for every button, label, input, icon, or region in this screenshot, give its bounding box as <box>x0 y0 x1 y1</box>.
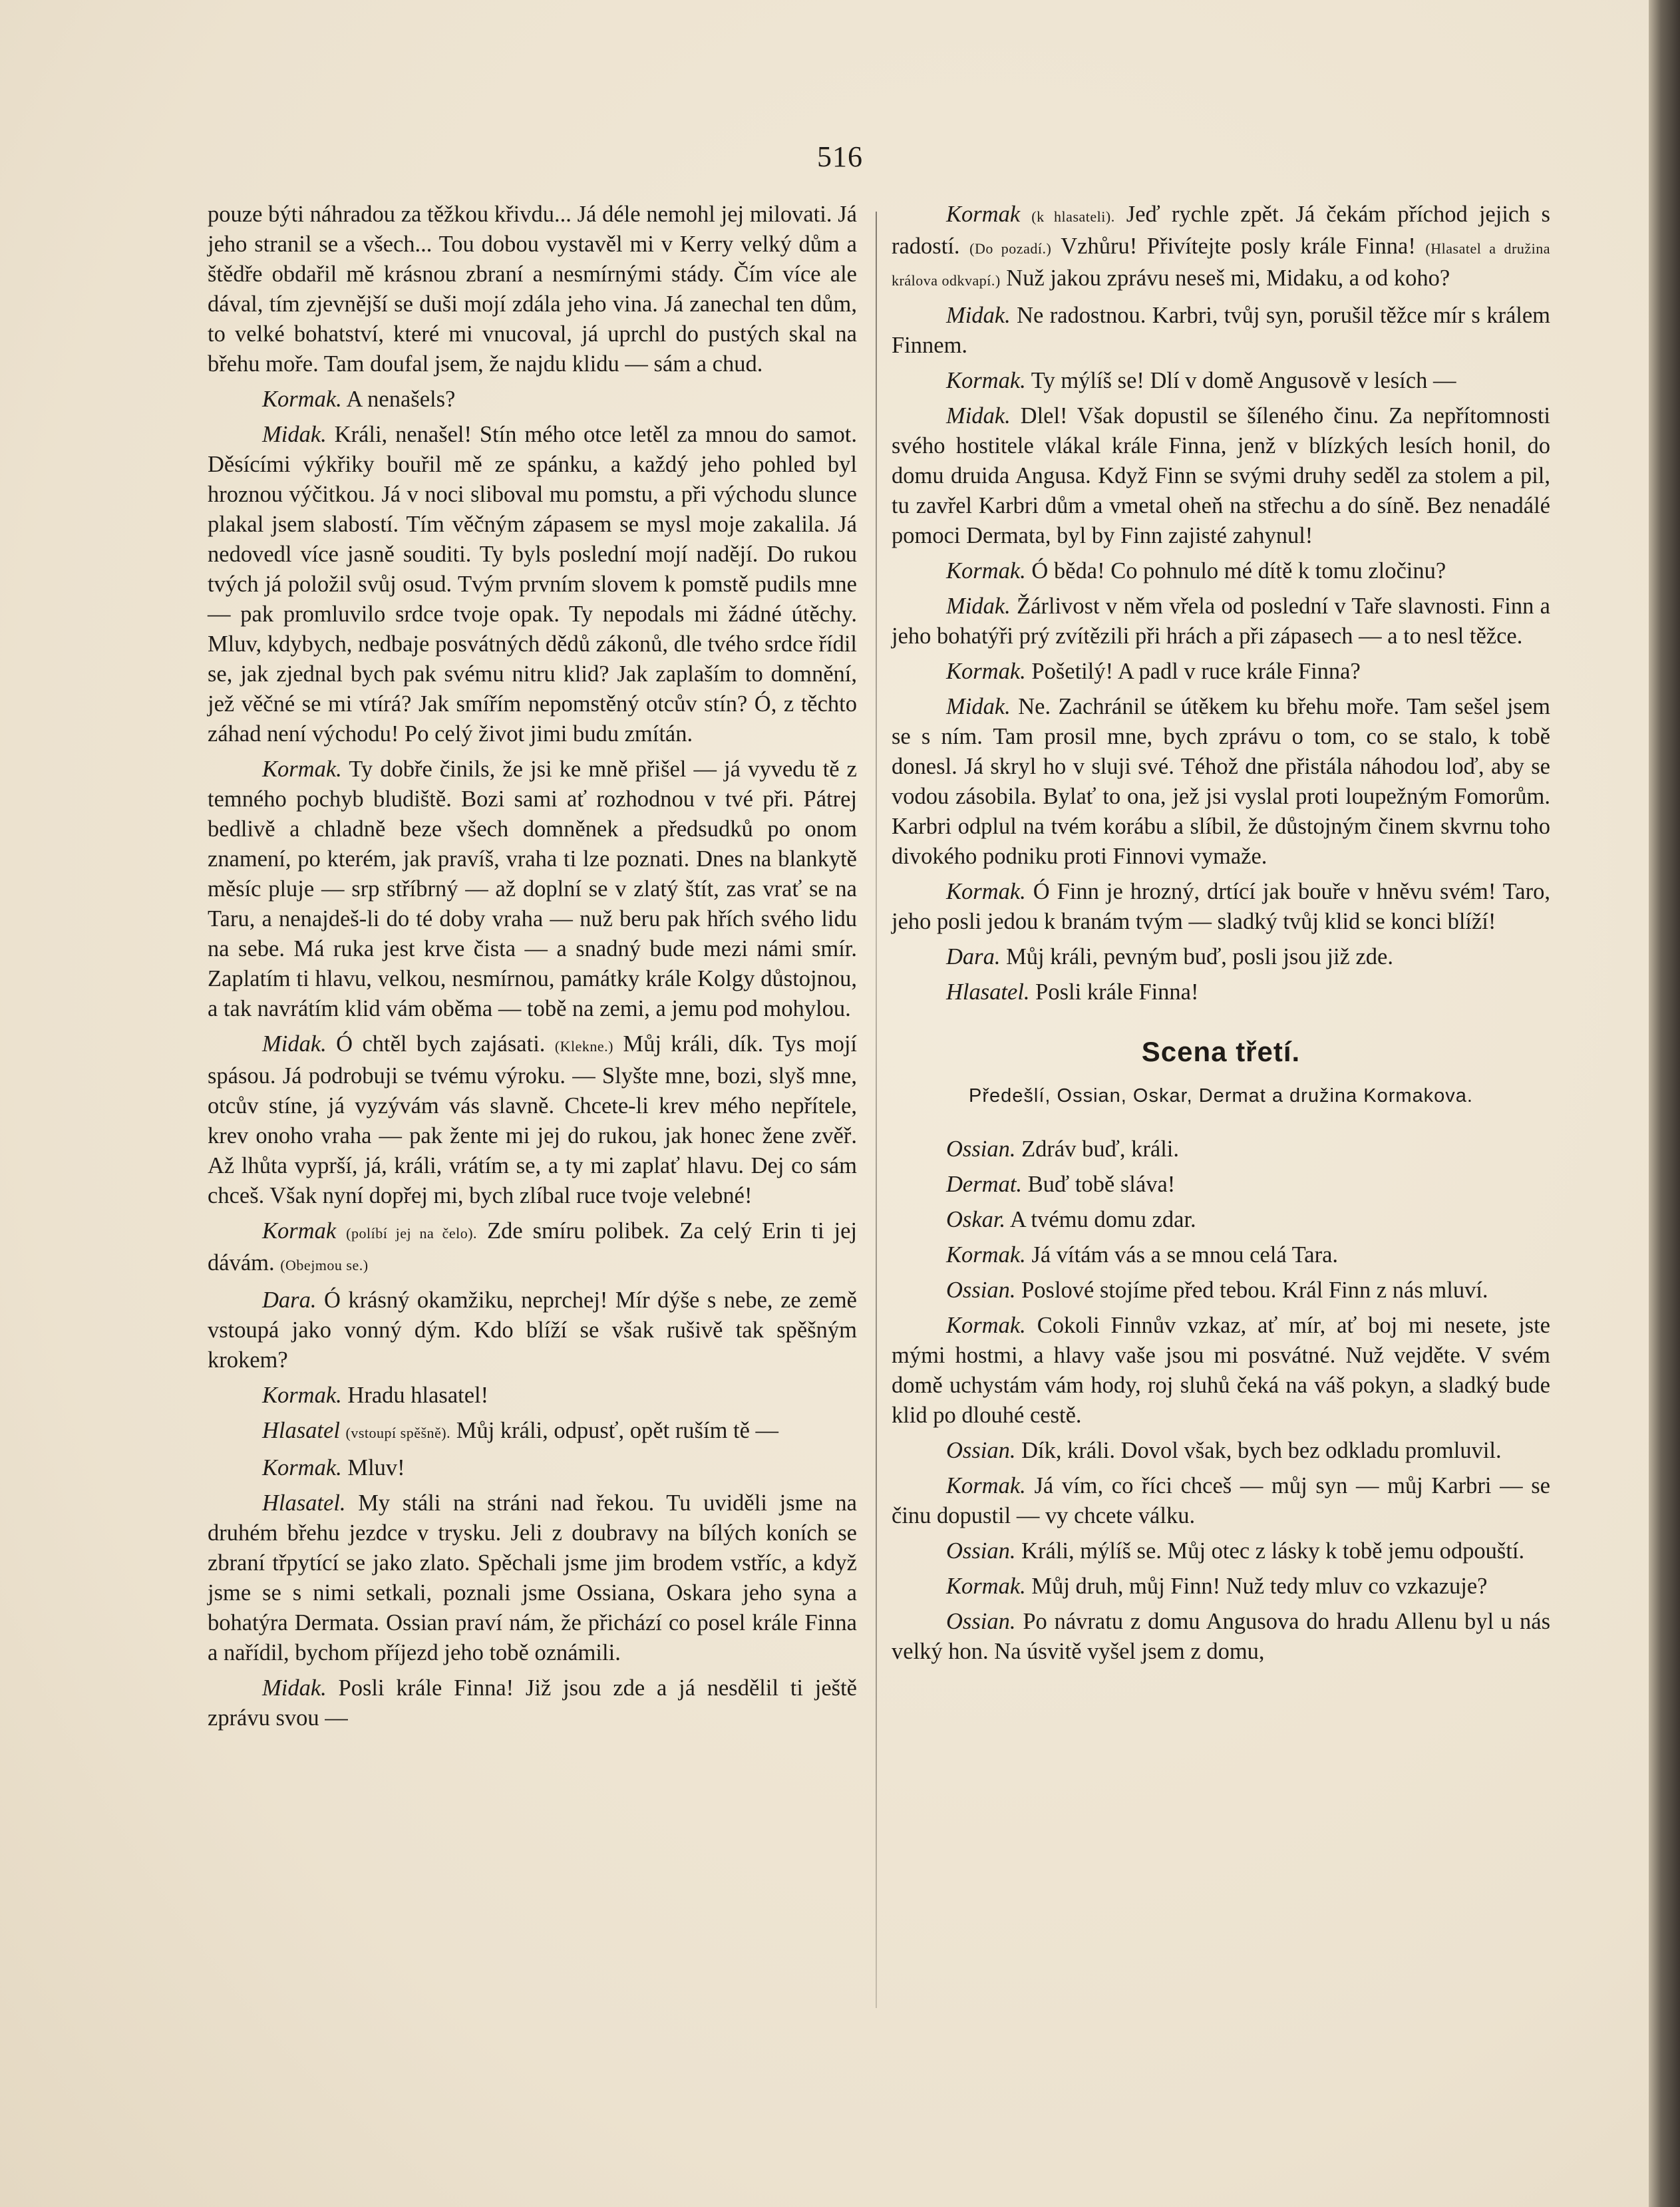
speaker-name: Ossian. <box>946 1136 1016 1162</box>
speech-text: Dík, králi. Dovol však, bych bez odkladu promluvil. <box>1015 1438 1502 1463</box>
speaker-name: Dermat. <box>946 1172 1023 1197</box>
speech-text: Ne. Zachránil se útěkem ku břehu moře. Tam sešel jsem se s ním. Tam prosil mne, bych zprávu o tom, co se stalo, k tobě donesl. Já skryl ho v sluji své. Téhož dne přistála náhodou loď, aby se vodou zásobila. Bylať to ona, jež jsi vyslal proti loupežným Fomorům. Karbri odplul na tvém korábu a slíbil, že důstojným činem skvrnu toho divokého podniku proti Finnovi vymaže. <box>892 694 1550 869</box>
left-column <box>208 200 857 1739</box>
speech-paragraph <box>892 1170 1550 1200</box>
scene-cast-list: Předešlí, Ossian, Oskar, Dermat a družina Kormakova. <box>969 1085 1473 1106</box>
speech-text: Posli krále Finna! Již jsou zde a já nesdělil ti ještě zprávu svou — <box>208 1675 857 1731</box>
speaker-name: Midak. <box>946 403 1011 428</box>
speech-paragraph <box>892 1536 1550 1566</box>
speech-text: Vzhůru! Přivítejte posly krále Finna! <box>1051 234 1426 259</box>
speech-paragraph <box>892 1205 1550 1235</box>
speech-paragraph <box>892 592 1550 651</box>
speech-text: Ó krásný okamžiku, neprchej! Mír dýše s nebe, ze země vstoupá jako vonný dým. Kdo blíží se však rušivě tak spěšným krokem? <box>208 1287 857 1373</box>
speech-text <box>336 1218 346 1244</box>
speech-text <box>1020 202 1031 227</box>
speech-text: Pošetilý! A padl v ruce krále Finna? <box>1025 659 1361 684</box>
speech-text: A tvému domu zdar. <box>1005 1207 1196 1232</box>
page-number: 516 <box>817 140 863 173</box>
speaker-name: Midak. <box>262 1675 327 1701</box>
speech-text: A nenašels? <box>341 387 456 412</box>
speaker-name: Midak. <box>262 422 327 447</box>
speech-text: Ty dobře činils, že jsi ke mně přišel — já vyvedu tě z temného pochyb bludiště. Bozi sami ať rozhodnou v tvé při. Pátrej bedlivě a chladně beze všech domněnek a předsudků po onom znamení, po kterém, jak pravíš, vraha ti lze poznati. Dnes na blankytě měsíc pluje — srp stříbrný — až doplní se v zlatý štít, zas vrať se na Taru, a nenajdeš-li do té doby vraha — nuž beru pak hřích svého lidu na sebe. Má ruka jest krve čista — a snadný bude mezi námi smír. Zaplatím ti hlavu, velkou, nesmírnou, památky krále Kolgy důstojnou, a tak navrátím klid vám oběma — tobě na zemi, a jemu pod mohylou. <box>208 757 857 1021</box>
stage-direction: (Obejmou se.) <box>280 1257 369 1273</box>
stage-direction: (Do pozadí.) <box>969 240 1052 257</box>
speaker-name: Midak. <box>946 594 1011 619</box>
speech-text: Dlel! Však dopustil se šíleného činu. Za nepřítomnosti svého hostitele vlákal krále Finna, jenž v blízkých lesích honil, do domu druida Angusa. Když Finn se svými druhy seděl za stolem a pil, tu zavřel Karbri dům a vmetal oheň na střechu a do síně. Bez nenadálé pomoci Dermata, byl by Finn zajisté zahynul! <box>892 403 1550 548</box>
speaker-name: Ossian. <box>946 1277 1016 1303</box>
speaker-name: Kormak. <box>262 1455 342 1480</box>
speech-text: Ó Finn je hrozný, drtící jak bouře v hněvu svém! Taro, jeho posli jedou k branám tvým — sladký tvůj klid se konci blíží! <box>892 879 1550 934</box>
speaker-name: Kormak. <box>946 368 1026 393</box>
stage-direction: (k hlasateli). <box>1031 208 1115 225</box>
page-edge-shadow <box>1649 0 1680 2207</box>
speech-paragraph <box>892 200 1550 295</box>
speech-text: Zde smíru polibek. Za celý Erin ti jej dávám. <box>208 1218 857 1275</box>
speech-paragraph <box>208 1029 857 1211</box>
speech-paragraph <box>208 1453 857 1483</box>
speaker-name: Kormak. <box>262 1383 342 1408</box>
speaker-name: Ossian. <box>946 1538 1016 1564</box>
speech-paragraph <box>892 1240 1550 1270</box>
speech-text: Cokoli Finnův vzkaz, ať mír, ať boj mi nesete, jste mými hostmi, a hlavy vaše jsou mi posvátné. Nuž vejděte. V svém domě uchystám vám hody, roj sluhů čeká na váš pokyn, a sladký bude klid po dlouhé cestě. <box>892 1313 1550 1428</box>
speech-paragraph <box>892 877 1550 937</box>
speech-text: Buď tobě sláva! <box>1022 1172 1176 1197</box>
speech-text: Mluv! <box>341 1455 405 1480</box>
speaker-name: Dara. <box>946 944 1001 969</box>
speech-paragraph <box>892 1572 1550 1602</box>
stage-direction: (vstoupí spěšně). <box>345 1425 451 1441</box>
speech-text: My stáli na stráni nad řekou. Tu uviděli jsme na druhém břehu jezdce v trysku. Jeli z doubravy na bílých koních se zbraní třpytící se jako zlato. Spěchali jsme jim brodem vstříc, a když jsme se s nimi setkali, poznali jsme Ossiana, Oskara jeho syna a bohatýra Dermata. Ossian praví nám, že přichází co posel krále Finna a nařídil, bychom příjezd jeho tobě oznámili. <box>208 1490 857 1665</box>
speech-paragraph <box>892 692 1550 872</box>
speaker-name: Kormak. <box>946 1242 1026 1268</box>
speech-paragraph <box>208 1416 857 1448</box>
paragraph: pouze býti náhradou za těžkou křivdu... Já déle nemohl jej milovati. Já jeho stranil se a všech... Tou dobou vystavěl mi v Kerry velký dům a štědře obdařil mě krásnou zbraní a nesmírnými stády. Čím více ale dával, tím zjevnější se duši mojí zdála jeho vina. Já zanechal ten dům, to velké bohatství, které mi vnucoval, já uprchl do pustých skal na břehu moře. Tam doufal jsem, že najdu klidu — sám a chud. <box>208 202 857 377</box>
speech-text: Můj králi, odpusť, opět ruším tě — <box>450 1418 779 1443</box>
speaker-name: Hlasatel. <box>946 979 1030 1005</box>
speech-text: Hradu hlasatel! <box>341 1383 489 1408</box>
speech-text: Můj králi, pevným buď, posli jsou již zde. <box>1000 944 1393 969</box>
speaker-name: Midak. <box>946 694 1011 719</box>
speech-paragraph <box>892 1134 1550 1164</box>
speaker-name: Oskar. <box>946 1207 1006 1232</box>
speech-text: Ó chtěl bych zajásati. <box>326 1031 555 1057</box>
speech-paragraph <box>208 1488 857 1668</box>
speech-text: Ó běda! Co pohnulo mé dítě k tomu zločinu? <box>1025 558 1446 584</box>
speech-text: Můj druh, můj Finn! Nuž tedy mluv co vzkazuje? <box>1025 1574 1488 1599</box>
speech-paragraph <box>208 1673 857 1733</box>
speaker-name: Ossian. <box>946 1438 1016 1463</box>
speech-paragraph <box>208 1381 857 1411</box>
speaker-name: Kormak. <box>946 659 1026 684</box>
speech-text: Po návratu z domu Angusova do hradu Allenu byl u nás velký hon. Na úsvitě vyšel jsem z domu, <box>892 1609 1550 1664</box>
speech-text: Králi, nenašel! Stín mého otce letěl za mnou do samot. Děsícími výkřiky bouřil mě ze spánku, a každý jeho pohled byl hroznou výčitkou. Já v noci sliboval mu pomstu, a při východu slunce plakal jsem slabostí. Tím věčným zápasem se mysl moje zakalila. Já nedovedl více jasně souditi. Ty byls poslední mojí nadějí. Do rukou tvých já položil svůj osud. Tvým prvním slovem k pomstě pudils mne — pak promluvilo srdce tvoje opak. Ty nepodals mi žádné útěchy. Mluv, kdybych, nedbaje posvátných dědů zákonů, dle tvého srdce řídil se, jak zjednal bych pak svému nitru klid? Jak zaplaším to domnění, jež věčné se mi vtírá? Jak smířím nepomstěný otcův stín? Ó, z těchto záhad není východu! Po celý život jimi budu zmítán. <box>208 422 857 747</box>
stage-direction: (Hlasatel a družina králova odkvapí.) <box>892 240 1550 289</box>
speech-text: Králi, mýlíš se. Můj otec z lásky k tobě jemu odpouští. <box>1015 1538 1525 1564</box>
stage-direction: (Klekne.) <box>554 1038 613 1055</box>
speech-paragraph <box>208 1216 857 1280</box>
speech-paragraph <box>208 385 857 415</box>
speech-paragraph <box>892 657 1550 687</box>
speaker-name: Kormak. <box>946 1473 1026 1498</box>
speaker-name: Kormak. <box>262 757 342 782</box>
speech-paragraph <box>892 977 1550 1007</box>
speech-text: Můj králi, dík. Tys mojí spásou. Já podrobuji se tvému výroku. — Slyšte mne, bozi, slyš mne, otcův stíne, já vyzývám vás slavně. Chcete-li krev mého nepřítele, krev onoho vraha — pak žente mi jej do rukou, jak honec žene zvěř. Až lhůta vyprší, já, králi, vrátím se, a ty mi zaplať hlavu. Dej co sám chceš. Však nyní dopřej mi, bych zlíbal ruce tvoje velebné! <box>208 1031 857 1208</box>
speech-paragraph <box>208 420 857 749</box>
speech-text: Posli krále Finna! <box>1029 979 1199 1005</box>
speaker-name: Dara. <box>262 1287 317 1313</box>
speech-text: Nuž jakou zprávu neseš mi, Midaku, a od koho? <box>1000 265 1450 291</box>
speaker-name: Kormak. <box>946 558 1026 584</box>
speaker-name: Midak. <box>262 1031 327 1057</box>
right-column <box>892 200 1550 1672</box>
speech-paragraph <box>892 1311 1550 1431</box>
speech-paragraph <box>892 301 1550 361</box>
speech-text: Já vítám vás a se mnou celá Tara. <box>1025 1242 1339 1268</box>
speech-text: Poslové stojíme před tebou. Král Finn z nás mluví. <box>1015 1277 1488 1303</box>
speaker-name: Kormak. <box>946 879 1026 904</box>
speaker-name: Kormak. <box>946 1574 1026 1599</box>
speech-text: Žárlivost v něm vřela od poslední v Taře slavnosti. Finn a jeho bohatýři prý zvítězili při hrách a při zápasech — a to nesl těžce. <box>892 594 1550 649</box>
speech-paragraph <box>892 1471 1550 1531</box>
speech-paragraph <box>892 1607 1550 1667</box>
speech-text: Já vím, co říci chceš — můj syn — můj Karbri — se činu dopustil — vy chcete válku. <box>892 1473 1550 1528</box>
speech-paragraph <box>892 401 1550 551</box>
speaker-name: Hlasatel <box>262 1418 340 1443</box>
speaker-name: Midak. <box>946 303 1011 328</box>
speech-text: Ne radostnou. Karbri, tvůj syn, porušil těžce mír s králem Finnem. <box>892 303 1550 358</box>
speaker-name: Ossian. <box>946 1609 1016 1634</box>
speech-text: Zdráv buď, králi. <box>1015 1136 1180 1162</box>
speech-paragraph <box>208 1285 857 1375</box>
speaker-name: Kormak. <box>262 387 342 412</box>
stage-direction: (políbí jej na čelo). <box>346 1225 478 1242</box>
speech-paragraph <box>892 556 1550 586</box>
speech-paragraph <box>208 755 857 1024</box>
speaker-name: Kormak. <box>946 1313 1026 1338</box>
speech-text: Ty mýlíš se! Dlí v domě Angusově v lesích — <box>1025 368 1456 393</box>
speaker-name: Kormak <box>946 202 1021 227</box>
speech-text: Jeď rychle zpět. Já čekám příchod jejich s radostí. <box>892 202 1550 259</box>
speaker-name: Kormak <box>262 1218 337 1244</box>
speech-paragraph <box>892 942 1550 972</box>
speaker-name: Hlasatel. <box>262 1490 346 1516</box>
scene-title: Scena třetí. <box>1141 1036 1301 1067</box>
speech-text <box>340 1418 346 1443</box>
speech-paragraph <box>892 366 1550 396</box>
speech-paragraph <box>892 1436 1550 1466</box>
column-divider <box>876 212 877 2008</box>
speech-paragraph <box>892 1275 1550 1305</box>
